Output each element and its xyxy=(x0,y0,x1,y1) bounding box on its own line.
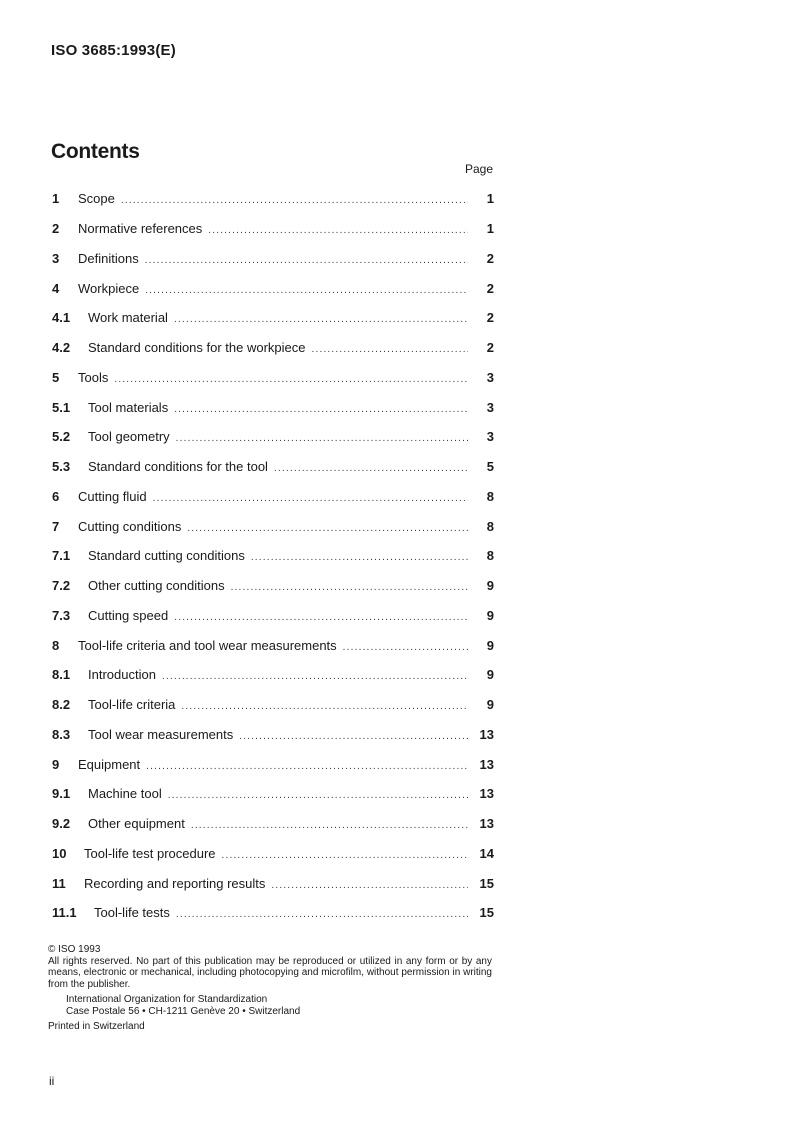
toc-entry[interactable] xyxy=(52,392,494,422)
rights-statement: All rights reserved. No part of this publication may be reproduced or utilized in any form or by any means, electronic or mechanical, including photocopying and microfilm, without permission in writing from the publisher. xyxy=(48,955,492,990)
dot-leader xyxy=(146,761,468,772)
toc-entry-title: Workpiece xyxy=(78,280,140,296)
toc-entry-number: 4.2 xyxy=(52,340,71,356)
toc-entry-page: 13 xyxy=(479,756,494,772)
dot-leader xyxy=(162,671,468,682)
toc-entry[interactable] xyxy=(52,868,494,898)
toc-entry-page: 2 xyxy=(486,310,494,326)
contents-heading: Contents xyxy=(51,140,140,163)
toc-entry-number: 1 xyxy=(52,191,60,207)
toc-entry-title: Work material xyxy=(88,310,168,326)
toc-entry-title: Cutting fluid xyxy=(78,488,147,504)
toc-entry-page: 9 xyxy=(486,697,494,713)
toc-entry-title: Introduction xyxy=(88,667,156,683)
toc-entry-number: 5.1 xyxy=(52,399,71,415)
toc-entry-page: 3 xyxy=(486,399,494,415)
toc-entry-title: Tool wear measurements xyxy=(88,726,234,742)
copyright-line: © ISO 1993 xyxy=(48,944,101,955)
toc-entry-title: Tool-life tests xyxy=(94,905,170,921)
toc-entry-number: 5.3 xyxy=(52,459,71,475)
toc-entry[interactable] xyxy=(52,244,494,274)
toc-entry-page: 1 xyxy=(486,221,494,237)
toc-entry-title: Cutting conditions xyxy=(78,518,182,534)
toc-entry-title: Cutting speed xyxy=(88,607,169,623)
toc-entry-number: 4 xyxy=(52,280,60,296)
toc-entry-number: 8.2 xyxy=(52,697,71,713)
toc-entry-number: 8.1 xyxy=(52,667,71,683)
toc-entry-page: 9 xyxy=(486,607,494,623)
toc-entry-page: 13 xyxy=(479,726,494,742)
toc-entry[interactable] xyxy=(52,482,494,512)
toc-entry-title: Tool materials xyxy=(88,399,169,415)
toc-entry[interactable] xyxy=(52,571,494,601)
toc-entry-page: 2 xyxy=(486,340,494,356)
toc-entry-page: 3 xyxy=(486,429,494,445)
toc-entry-number: 2 xyxy=(52,221,60,237)
toc-entry-number: 5 xyxy=(52,369,60,385)
toc-entry-title: Tool geometry xyxy=(88,429,170,445)
toc-entry[interactable] xyxy=(52,839,494,869)
dot-leader xyxy=(121,195,468,206)
toc-entry[interactable] xyxy=(52,511,494,541)
toc-entry-title: Tool-life criteria and tool wear measurements xyxy=(78,637,337,653)
toc-entry[interactable] xyxy=(52,898,494,928)
dot-leader xyxy=(187,523,468,534)
toc-entry-number: 7.1 xyxy=(52,548,71,564)
toc-entry-page: 8 xyxy=(486,548,494,564)
dot-leader xyxy=(274,463,468,474)
toc-entry-title: Standard cutting conditions xyxy=(88,548,245,564)
toc-entry[interactable] xyxy=(52,541,494,571)
dot-leader xyxy=(312,344,468,355)
toc-entry-page: 14 xyxy=(479,845,494,861)
toc-entry-page: 9 xyxy=(486,667,494,683)
dot-leader xyxy=(343,642,468,653)
toc-entry-title: Definitions xyxy=(78,250,139,266)
toc-entry-title: Normative references xyxy=(78,221,203,237)
toc-entry[interactable] xyxy=(52,779,494,809)
dot-leader xyxy=(153,493,468,504)
toc-entry-number: 9.1 xyxy=(52,786,71,802)
dot-leader xyxy=(114,374,468,385)
toc-entry-title: Equipment xyxy=(78,756,141,772)
toc-entry-page: 8 xyxy=(486,488,494,504)
dot-leader xyxy=(145,255,468,266)
dot-leader xyxy=(168,790,468,801)
toc-entry-number: 7.3 xyxy=(52,607,71,623)
page-number: ii xyxy=(49,1074,55,1088)
toc-entry[interactable] xyxy=(52,749,494,779)
toc-entry-page: 2 xyxy=(486,250,494,266)
toc-entry-number: 10 xyxy=(52,845,67,861)
toc-entry-page: 13 xyxy=(479,786,494,802)
dot-leader xyxy=(176,433,468,444)
toc-entry[interactable] xyxy=(52,363,494,393)
copyright-notice xyxy=(48,944,492,1033)
dot-leader xyxy=(191,820,468,831)
toc-entry-page: 3 xyxy=(486,369,494,385)
toc-entry-page: 8 xyxy=(486,518,494,534)
toc-entry-number: 9.2 xyxy=(52,816,71,832)
toc-entry[interactable] xyxy=(52,333,494,363)
toc-entry-page: 1 xyxy=(486,191,494,207)
dot-leader xyxy=(251,552,468,563)
toc-entry-number: 5.2 xyxy=(52,429,71,445)
printed-location: Printed in Switzerland xyxy=(48,1021,145,1032)
dot-leader xyxy=(271,880,468,891)
toc-entry-number: 3 xyxy=(52,250,60,266)
toc-entry-title: Tool-life test procedure xyxy=(84,845,216,861)
dot-leader xyxy=(181,701,468,712)
toc-entry[interactable] xyxy=(52,660,494,690)
dot-leader xyxy=(239,731,468,742)
toc-entry[interactable] xyxy=(52,422,494,452)
organization-address: Case Postale 56 • CH-1211 Genève 20 • Switzerland xyxy=(66,1005,301,1017)
toc-entry-title: Standard conditions for the tool xyxy=(88,459,268,475)
toc-entry-page: 9 xyxy=(486,637,494,653)
dot-leader xyxy=(174,314,468,325)
toc-entry-number: 11.1 xyxy=(52,905,77,921)
toc-entry-title: Tool-life criteria xyxy=(88,697,176,713)
dot-leader xyxy=(145,285,468,296)
toc-entry-number: 9 xyxy=(52,756,60,772)
toc-entry-page: 15 xyxy=(479,875,494,891)
toc-entry-number: 8 xyxy=(52,637,60,653)
document-code: ISO 3685:1993(E) xyxy=(51,42,176,59)
toc-entry-number: 6 xyxy=(52,488,60,504)
toc-entry-title: Other equipment xyxy=(88,816,185,832)
page-column-label: Page xyxy=(464,162,493,176)
toc-entry[interactable] xyxy=(52,720,494,750)
toc-entry[interactable] xyxy=(52,630,494,660)
toc-entry-title: Standard conditions for the workpiece xyxy=(88,340,306,356)
toc-entry[interactable] xyxy=(52,214,494,244)
toc-entry-page: 2 xyxy=(486,280,494,296)
toc-entry-number: 7 xyxy=(52,518,60,534)
dot-leader xyxy=(176,909,468,920)
toc-entry-title: Other cutting conditions xyxy=(88,578,225,594)
toc-entry-page: 13 xyxy=(479,816,494,832)
toc-entry-number: 7.2 xyxy=(52,578,71,594)
toc-entry[interactable] xyxy=(52,809,494,839)
table-of-contents xyxy=(52,184,494,928)
dot-leader xyxy=(208,225,468,236)
toc-entry[interactable] xyxy=(52,303,494,333)
toc-entry[interactable] xyxy=(52,452,494,482)
toc-entry[interactable] xyxy=(52,184,494,214)
toc-entry[interactable] xyxy=(52,601,494,631)
toc-entry-number: 4.1 xyxy=(52,310,71,326)
toc-entry-title: Scope xyxy=(78,191,115,207)
toc-entry-number: 8.3 xyxy=(52,726,71,742)
dot-leader xyxy=(231,582,468,593)
dot-leader xyxy=(222,850,468,861)
toc-entry-page: 5 xyxy=(486,459,494,475)
toc-entry-number: 11 xyxy=(52,875,66,891)
toc-entry-title: Recording and reporting results xyxy=(84,875,266,891)
organization-name: International Organization for Standardization xyxy=(66,994,268,1005)
dot-leader xyxy=(174,404,468,415)
toc-entry-title: Machine tool xyxy=(88,786,162,802)
toc-entry-page: 15 xyxy=(479,905,494,921)
dot-leader xyxy=(174,612,468,623)
toc-entry[interactable] xyxy=(52,273,494,303)
toc-entry-title: Tools xyxy=(78,369,109,385)
toc-entry-page: 9 xyxy=(486,578,494,594)
toc-entry[interactable] xyxy=(52,690,494,720)
